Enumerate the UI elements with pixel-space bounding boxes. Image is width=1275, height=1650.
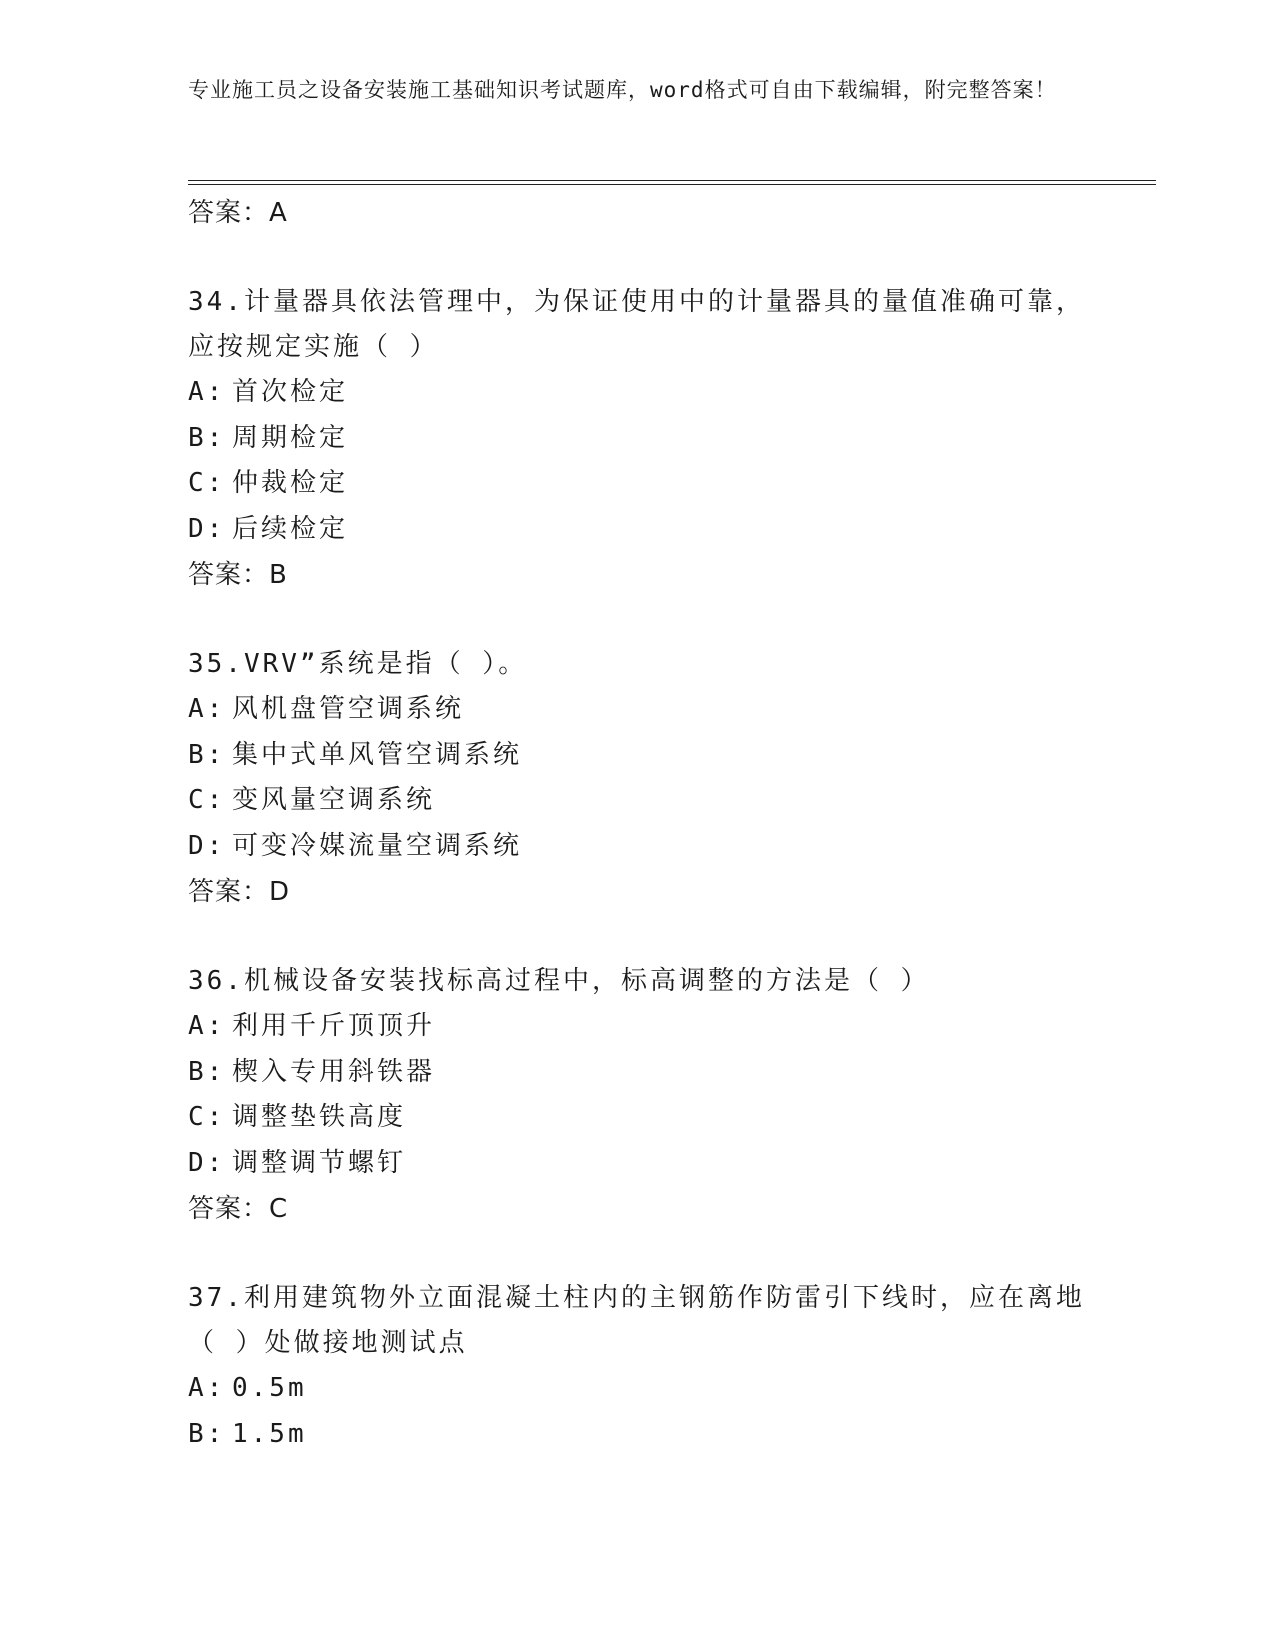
option-text: 风机盘管空调系统 xyxy=(232,694,465,724)
option-a xyxy=(188,687,1088,733)
question-35 xyxy=(188,642,1088,915)
option-c xyxy=(188,778,1088,824)
option-letter: C: xyxy=(188,785,226,815)
answer-label: 答案：C xyxy=(188,1194,289,1224)
answer-label: 答案：B xyxy=(188,560,288,590)
option-text: 集中式单风管空调系统 xyxy=(232,739,523,770)
question-text: 34.计量器具依法管理中，为保证使用中的计量器具的量值准确可靠，应按规定实施（ ） xyxy=(188,287,1085,362)
option-d xyxy=(188,507,1088,553)
option-d xyxy=(188,1141,1088,1187)
option-letter: D: xyxy=(188,1147,226,1178)
option-letter: B: xyxy=(188,1056,226,1087)
question-36 xyxy=(188,959,1088,1232)
option-text: 楔入专用斜铁器 xyxy=(232,1056,436,1087)
question-34 xyxy=(188,280,1088,598)
document-header xyxy=(188,74,1068,106)
option-b xyxy=(188,416,1088,462)
option-text: 周期检定 xyxy=(232,422,349,453)
option-text: 首次检定 xyxy=(232,377,349,407)
option-text: 调整调节螺钉 xyxy=(232,1147,407,1178)
option-b xyxy=(188,733,1088,779)
answer-label: 答案：A xyxy=(188,198,288,228)
question-text: 36.机械设备安装找标高过程中，标高调整的方法是（ ） xyxy=(188,966,930,996)
option-letter: B: xyxy=(188,739,226,770)
option-letter: D: xyxy=(188,830,226,861)
option-letter: A: xyxy=(188,377,226,407)
option-text: 0.5m xyxy=(232,1373,307,1403)
option-letter: A: xyxy=(188,694,226,724)
option-letter: C: xyxy=(188,468,226,498)
question-37 xyxy=(188,1276,1088,1457)
option-letter: A: xyxy=(188,1373,226,1403)
option-b xyxy=(188,1412,1088,1458)
header-divider-thick xyxy=(188,184,1156,185)
option-c xyxy=(188,1095,1088,1141)
option-text: 调整垫铁高度 xyxy=(232,1102,407,1132)
option-b xyxy=(188,1050,1088,1096)
option-letter: B: xyxy=(188,1418,226,1449)
option-d xyxy=(188,824,1088,870)
option-text: 1.5m xyxy=(232,1418,307,1449)
question-list xyxy=(188,190,1088,1457)
option-a xyxy=(188,1366,1088,1412)
option-text: 仲裁检定 xyxy=(232,468,349,498)
option-text: 可变冷媒流量空调系统 xyxy=(232,830,523,861)
header-divider-thin xyxy=(188,180,1156,181)
question-text: 35.VRV”系统是指（ ）。 xyxy=(188,649,528,679)
question-text: 37.利用建筑物外立面混凝土柱内的主钢筋作防雷引下线时，应在离地（ ）处做接地测试点 xyxy=(188,1283,1085,1358)
option-text: 变风量空调系统 xyxy=(232,785,436,815)
answer-label: 答案：D xyxy=(188,877,291,907)
option-letter: C: xyxy=(188,1102,226,1132)
option-letter: A: xyxy=(188,1011,226,1041)
document-title: 专业施工员之设备安装施工基础知识考试题库，word格式可自由下载编辑，附完整答案！ xyxy=(188,78,1057,102)
option-c xyxy=(188,461,1088,507)
option-text: 后续检定 xyxy=(232,513,349,544)
option-letter: B: xyxy=(188,422,226,453)
option-a xyxy=(188,1004,1088,1050)
option-letter: D: xyxy=(188,513,226,544)
option-text: 利用千斤顶顶升 xyxy=(232,1011,436,1041)
option-a xyxy=(188,370,1088,416)
